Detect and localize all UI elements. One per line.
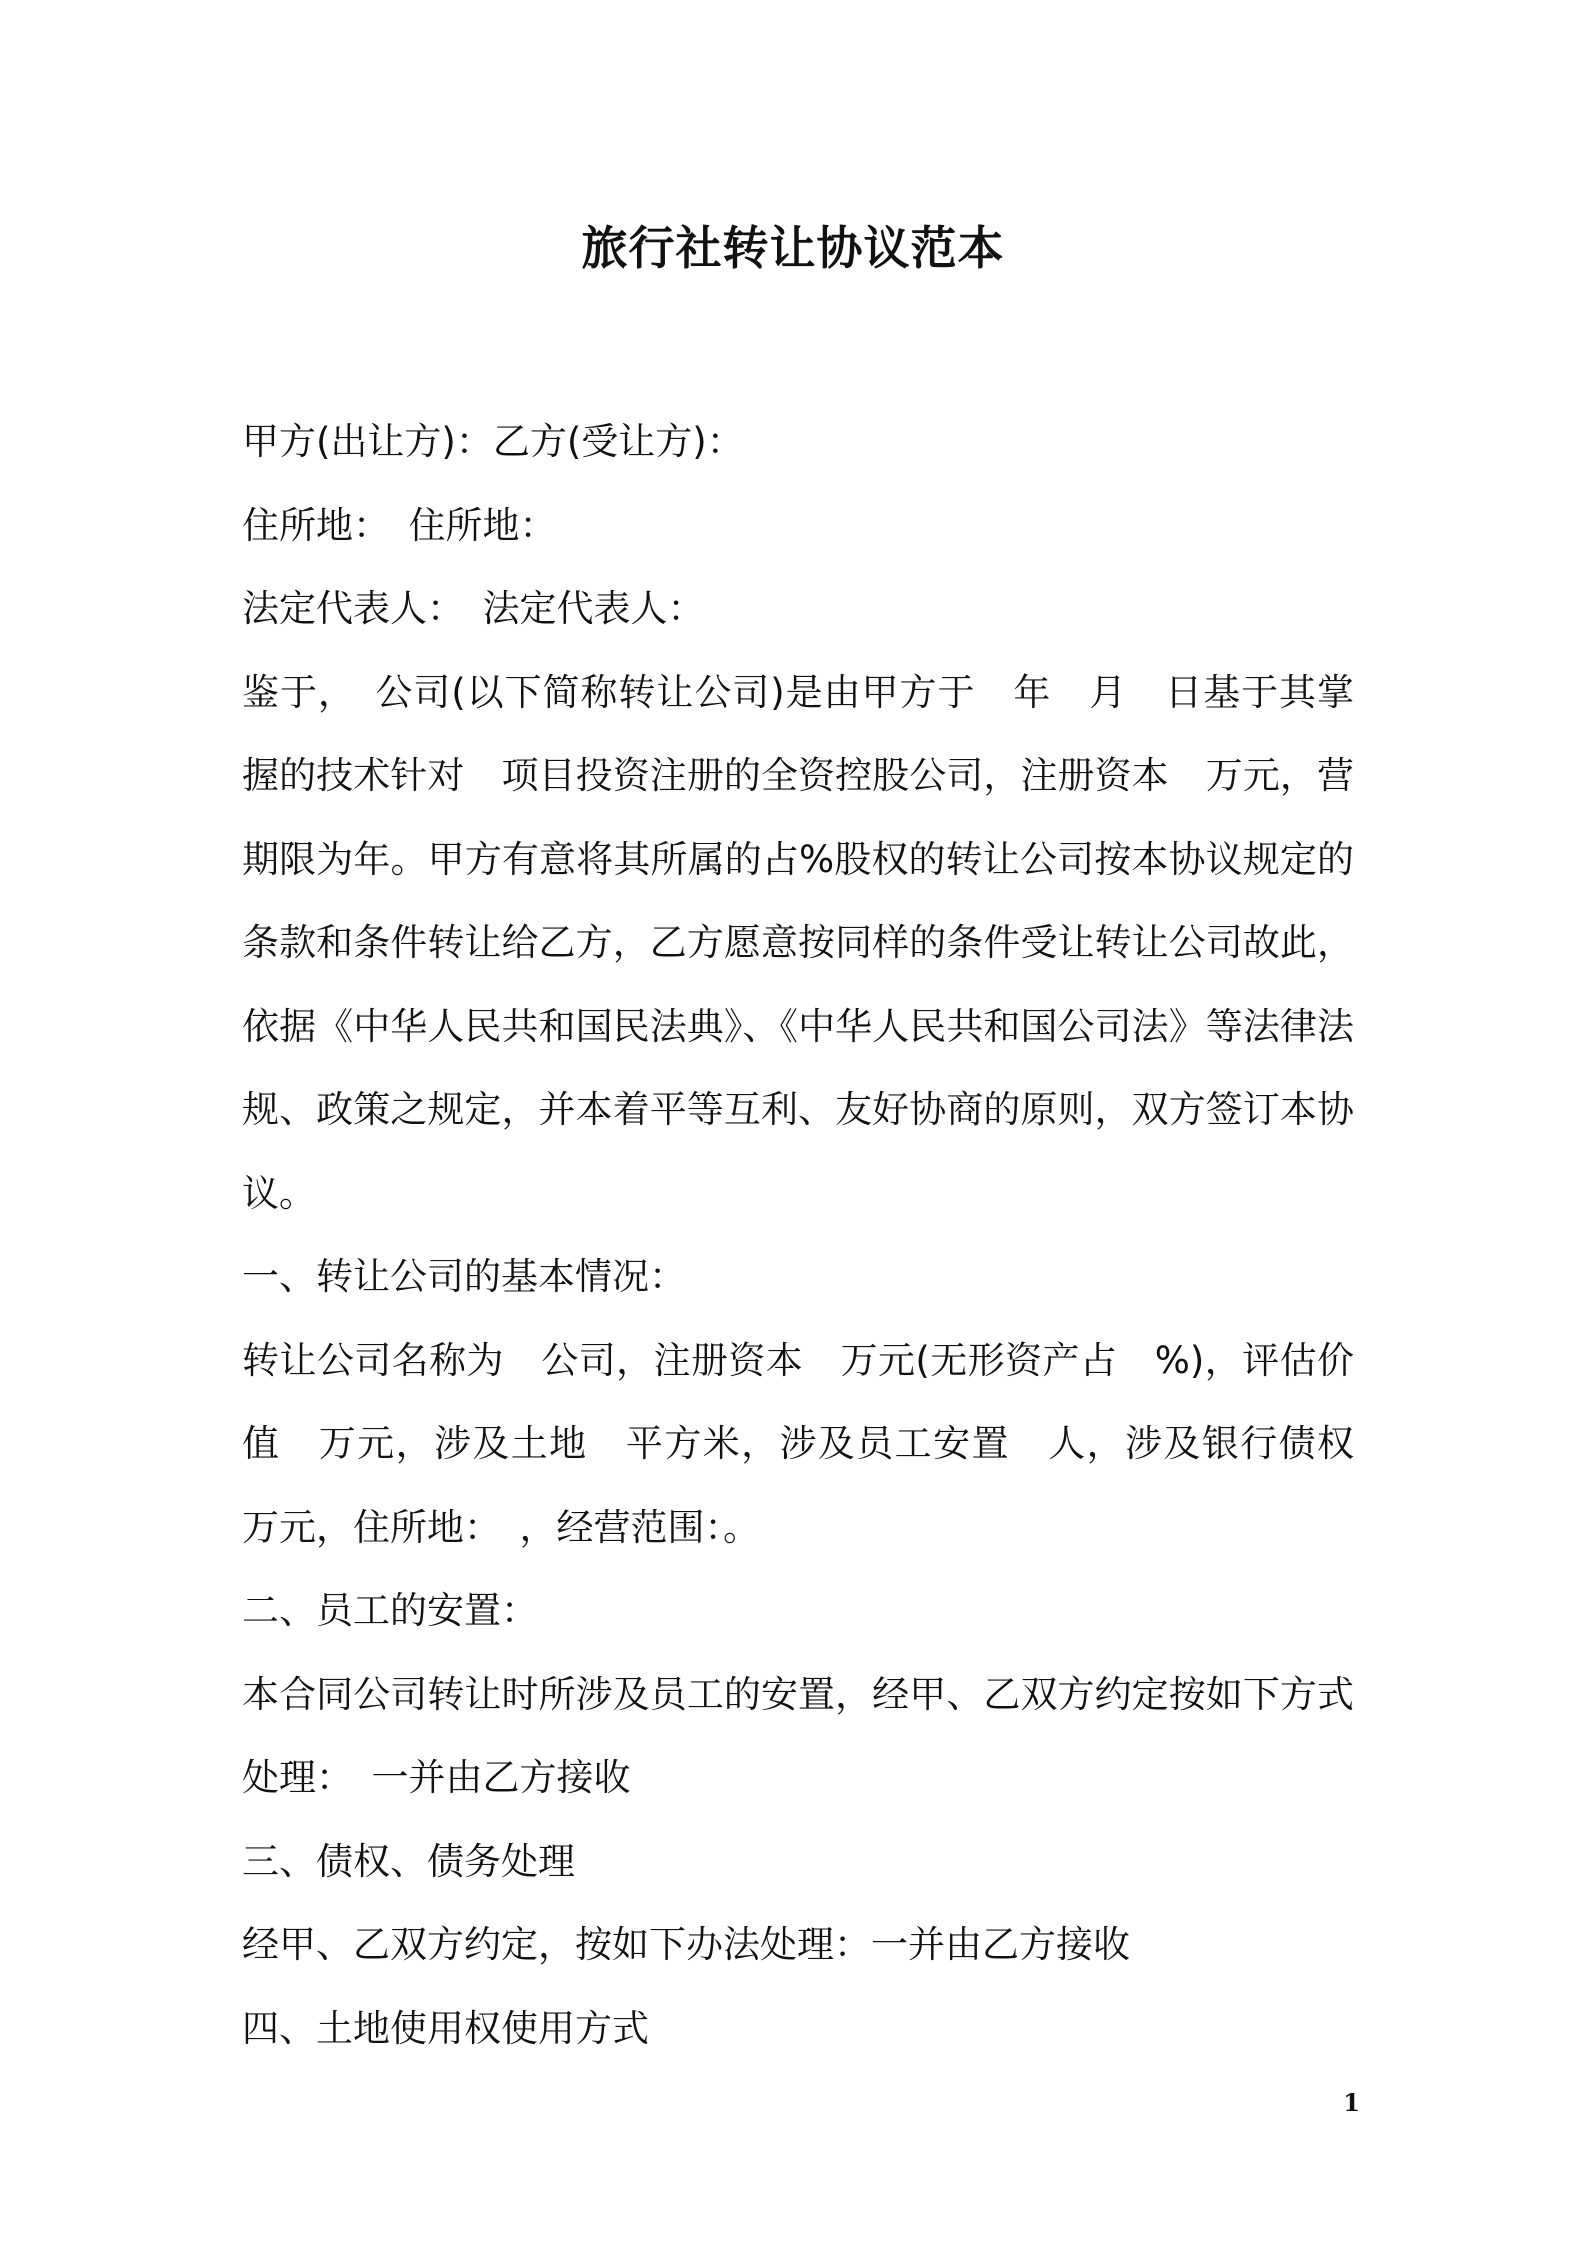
legal-representative-line: 法定代表人： 法定代表人： <box>242 587 705 630</box>
section-heading-1: 一、转让公司的基本情况： <box>242 1255 686 1298</box>
employee-placement-paragraph: 本合同公司转让时所涉及员工的安置，经甲、乙双方约定按如下方式处理： 一并由乙方接收 <box>242 1672 1354 1799</box>
section-heading-3: 三、债权、债务处理 <box>242 1839 575 1883</box>
section-heading-2: 二、员工的安置： <box>242 1589 538 1632</box>
party-names-line: 甲方(出让方)：乙方(受让方)： <box>242 420 744 463</box>
company-info-paragraph: 转让公司名称为 公司，注册资本 万元(无形资产占 %)，评估价值 万元，涉及土地 平方米，涉及员工安置 人，涉及银行债权 万元，住所地： ，经营范围：。 <box>242 1338 1391 1549</box>
debt-handling-paragraph: 经甲、乙双方约定，按如下办法处理：一并由乙方接收 <box>242 1923 1130 1966</box>
document-body <box>242 400 1391 2070</box>
page-number: 1 <box>1343 2088 1360 2117</box>
section-heading-4: 四、土地使用权使用方式 <box>242 2006 649 2050</box>
document-title: 旅行社转让协议范本 <box>581 221 1005 275</box>
preamble-paragraph: 鉴于， 公司(以下简称转让公司)是由甲方于 年 月 日基于其掌握的技术针对 项目投资注册的全资控股公司，注册资本 万元，营期限为年。甲方有意将其所属的占%股权的转让公司按本协议规定的条款和条件转让给乙方，乙方愿意按同样的条件受让转让公司故此，依据《中华人民共和国民法典》、《中华人民共和国公司法》等法律法规、政策之规定，并本着平等互利、友好协商的原则，双方签订本协议。 <box>242 670 1354 1215</box>
address-line: 住所地： 住所地： <box>242 503 557 547</box>
